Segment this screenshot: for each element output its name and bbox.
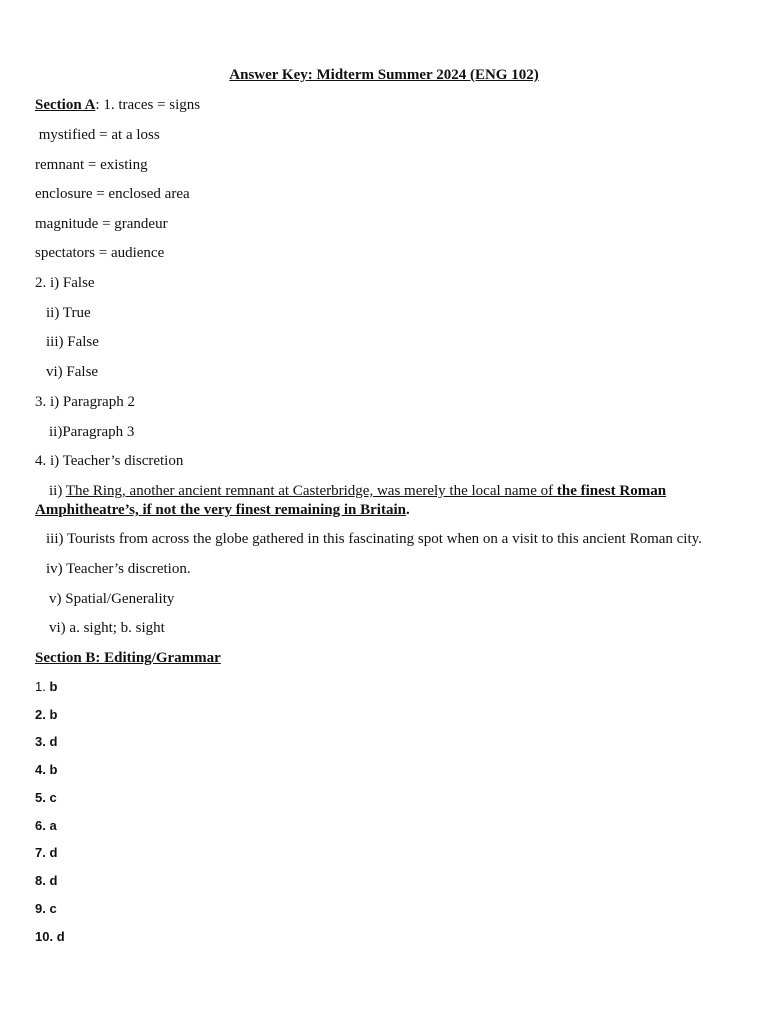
section-b-answer	[35, 761, 57, 779]
q2-item: ii) True	[46, 305, 91, 321]
answer-number: 9.	[35, 901, 46, 916]
answer-letter: d	[56, 929, 65, 944]
answer-letter: b	[49, 762, 58, 777]
answer-number: 6.	[35, 818, 46, 833]
answer-number: 10.	[35, 929, 54, 944]
q4-ii-bold-text: the finest Roman	[556, 483, 667, 499]
answer-number: 5.	[35, 790, 46, 805]
q4-ii-underlined-text: The Ring, another ancient remnant at Casterbridge, was merely the local name of	[65, 483, 557, 499]
answer-letter: b	[49, 707, 58, 722]
answer-number: 8.	[35, 873, 46, 888]
q2-item: iii) False	[46, 334, 99, 350]
q4-item: vi) a. sight; b. sight	[49, 620, 165, 636]
section-b-answer	[35, 733, 57, 751]
q2-item: vi) False	[46, 364, 99, 380]
answer-number: 4.	[35, 762, 46, 777]
answer-number: 7.	[35, 845, 46, 860]
section-a-q1-line	[35, 96, 200, 114]
section-b-answer	[35, 678, 57, 696]
q1-item: remnant = existing	[35, 157, 148, 173]
q3-item: ii)Paragraph 3	[49, 424, 135, 440]
answer-number: 3.	[35, 734, 46, 749]
answer-letter: c	[49, 901, 57, 916]
q4-item: iii) Tourists from across the globe gathered in this fascinating spot when on a visit to this ancient Roman city.	[46, 531, 702, 547]
answer-number: 2.	[35, 707, 46, 722]
q4-ii-bold-text: Amphitheatre’s, if not the very finest remaining in Britain	[35, 502, 406, 518]
section-b-heading: Section B: Editing/Grammar	[35, 650, 221, 666]
answer-letter: d	[49, 734, 58, 749]
section-b-answer	[35, 844, 57, 862]
q4-item: v) Spatial/Generality	[49, 591, 175, 607]
q2-item: 2. i) False	[35, 275, 95, 291]
q1-item: spectators = audience	[35, 245, 165, 261]
answer-letter: d	[49, 845, 58, 860]
answer-number: 1.	[35, 679, 46, 694]
answer-letter: a	[49, 818, 57, 833]
document-title: Answer Key: Midterm Summer 2024 (ENG 102)	[229, 67, 539, 83]
q1-item: magnitude = grandeur	[35, 216, 168, 232]
answer-letter: c	[49, 790, 57, 805]
section-b-answer	[35, 817, 57, 835]
q1-first-item: : 1. traces = signs	[95, 97, 201, 113]
section-b-answer	[35, 706, 57, 724]
section-b-answer	[35, 872, 57, 890]
section-b-answer	[35, 928, 65, 946]
section-b-answer	[35, 789, 57, 807]
answer-letter: b	[49, 679, 58, 694]
q4-ii-prefix: ii)	[49, 483, 66, 499]
section-b-answer	[35, 900, 57, 918]
q1-item: mystified = at a loss	[35, 127, 160, 143]
q4-item: iv) Teacher’s discretion.	[46, 561, 191, 577]
q3-item: 3. i) Paragraph 2	[35, 394, 135, 410]
q1-item: enclosure = enclosed area	[35, 186, 190, 202]
q4-ii-end: .	[405, 502, 410, 518]
q4-item: 4. i) Teacher’s discretion	[35, 453, 184, 469]
q4-ii-line-2	[35, 501, 410, 519]
section-a-heading: Section A	[35, 97, 96, 113]
answer-letter: d	[49, 873, 58, 888]
q4-ii-line-1	[49, 482, 666, 500]
